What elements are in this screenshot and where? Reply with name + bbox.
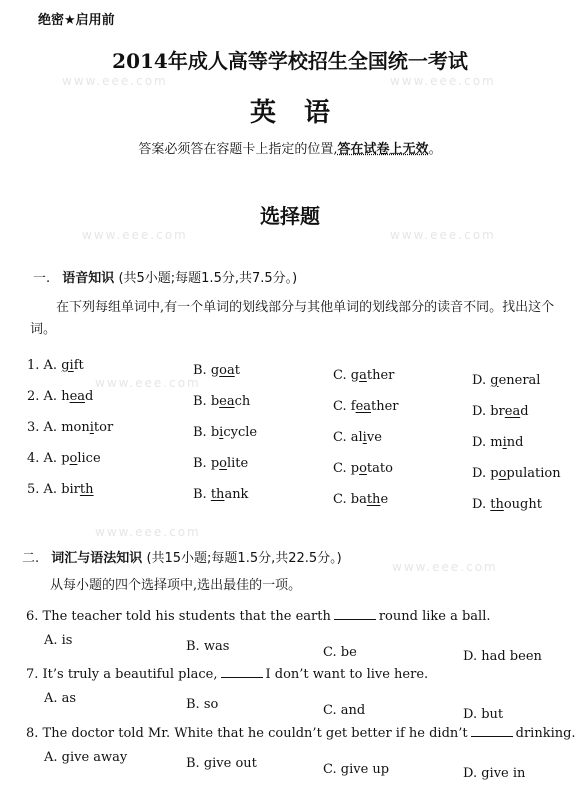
underlined-part: o <box>359 461 367 476</box>
question-text: 8. The doctor told Mr. White that he couldn’t get better if he didn’t <box>26 726 468 741</box>
option-label: C. <box>333 368 351 383</box>
answer-option: B. so <box>186 697 219 712</box>
option-label: D. <box>472 404 491 419</box>
option-word-part: nd <box>506 435 524 450</box>
option-label: 1. A. <box>27 358 62 373</box>
section1-heading <box>33 267 297 286</box>
section2-heading <box>22 547 342 566</box>
phonetic-option <box>27 420 113 435</box>
section2-detail: (共15小题;每题1.5分,共22.5分。) <box>146 551 342 566</box>
section1-title: 语音知识 <box>62 271 115 286</box>
option-label: 2. A. <box>27 389 62 404</box>
underlined-part: gi <box>61 358 74 373</box>
option-word-part: al <box>350 430 363 445</box>
option-word-part: ve <box>366 430 382 445</box>
option-label: C. <box>333 430 351 445</box>
option-label: D. <box>472 373 491 388</box>
phonetic-option <box>333 492 388 507</box>
answer-option: B. give out <box>186 756 257 771</box>
option-word-part: h <box>61 389 70 404</box>
watermark: www.eee.com <box>82 228 188 242</box>
option-label: D. <box>472 497 491 512</box>
option-label: B. <box>193 394 211 409</box>
phonetic-option <box>333 368 394 383</box>
question-stem <box>26 726 576 741</box>
answer-notice <box>0 138 580 157</box>
exam-title: 2014年成人高等学校招生全国统一考试 <box>112 49 468 73</box>
question-text: 6. The teacher told his students that the earth <box>26 609 331 624</box>
option-label: D. <box>472 466 491 481</box>
option-label: D. <box>472 435 491 450</box>
section1-number: 一. <box>33 271 51 286</box>
answer-option: A. give away <box>44 750 128 765</box>
option-word-part: t <box>234 363 240 378</box>
option-word-part: pulation <box>506 466 561 481</box>
option-word-part: d <box>520 404 529 419</box>
phonetic-option <box>333 430 382 445</box>
underlined-part: th <box>366 492 381 507</box>
option-word-part: lice <box>77 451 101 466</box>
option-label: B. <box>193 487 211 502</box>
option-word-part: ank <box>224 487 249 502</box>
option-word-part: g <box>350 368 360 383</box>
phonetic-option <box>472 404 529 419</box>
notice-end: 。 <box>428 142 442 157</box>
underlined-part: th <box>79 482 94 497</box>
watermark: www.eee.com <box>390 228 496 242</box>
underlined-part: th <box>490 497 504 512</box>
answer-option: C. and <box>323 703 366 718</box>
notice-emphasis: 答在试卷上无效 <box>337 142 429 157</box>
option-word-part: g <box>210 363 220 378</box>
phonetic-option <box>193 487 248 502</box>
underlined-part: i <box>219 425 224 440</box>
underlined-part: i <box>502 435 507 450</box>
option-word-part: mon <box>61 420 90 435</box>
option-word-part: ther <box>371 399 399 414</box>
answer-option: C. give up <box>323 762 390 777</box>
underlined-part: i <box>89 420 94 435</box>
option-label: B. <box>193 425 211 440</box>
option-word-part: eneral <box>498 373 541 388</box>
option-word-part: d <box>85 389 94 404</box>
underlined-part: o <box>69 451 78 466</box>
question-stem <box>26 609 491 624</box>
phonetic-option <box>333 461 393 476</box>
option-word-part: lite <box>226 456 249 471</box>
underlined-part: oa <box>219 363 235 378</box>
underlined-part: ea <box>69 389 86 404</box>
question-stem <box>26 667 428 682</box>
option-word-part: ther <box>366 368 395 383</box>
phonetic-option <box>472 435 523 450</box>
underlined-part: ea <box>504 404 521 419</box>
option-word-part: tor <box>93 420 114 435</box>
answer-blank <box>471 726 513 737</box>
phonetic-option <box>27 389 93 404</box>
option-word-part: b <box>210 394 220 409</box>
phonetic-option <box>472 466 561 481</box>
option-word-part: ba <box>350 492 367 507</box>
underlined-part: g <box>490 373 499 388</box>
option-label: 4. A. <box>27 451 62 466</box>
watermark: www.eee.com <box>392 560 498 574</box>
option-word-part: p <box>350 461 360 476</box>
section2-title: 词汇与语法知识 <box>51 551 143 566</box>
option-label: C. <box>333 399 351 414</box>
answer-option: B. was <box>186 639 230 654</box>
option-word-part: p <box>210 456 220 471</box>
watermark: www.eee.com <box>95 525 201 539</box>
option-word-part: tato <box>366 461 393 476</box>
notice-text: 答案必须答在容题卡上指定的位置, <box>138 142 338 157</box>
phonetic-option <box>27 358 84 373</box>
option-word-part: m <box>490 435 503 450</box>
section1-instruction: 在下列每组单词中,有一个单词的划线部分与其他单词的划线部分的读音不同。找出这个词。 <box>30 300 555 337</box>
answer-option: A. as <box>44 691 77 706</box>
question-text-end: I don’t want to live here. <box>265 667 429 682</box>
option-word-part: e <box>380 492 389 507</box>
section1-detail: (共5小题;每题1.5分,共7.5分。) <box>118 271 298 286</box>
part-title: 选择题 <box>260 204 320 228</box>
answer-option: C. be <box>323 645 357 660</box>
option-word-part: br <box>490 404 505 419</box>
classification-label: 绝密★启用前 <box>38 13 115 28</box>
underlined-part: i <box>362 430 367 445</box>
question-text: 7. It’s truly a beautiful place, <box>26 667 218 682</box>
answer-option: D. had been <box>463 649 542 664</box>
option-word-part: f <box>350 399 356 414</box>
option-word-part: ought <box>503 497 542 512</box>
question-text-end: drinking. <box>515 726 576 741</box>
option-word-part: cycle <box>223 425 258 440</box>
answer-blank <box>221 667 263 678</box>
watermark: www.eee.com <box>95 376 201 390</box>
section2-number: 二. <box>22 551 40 566</box>
option-word-part: bir <box>61 482 80 497</box>
underlined-part: th <box>210 487 225 502</box>
underlined-part: a <box>359 368 367 383</box>
option-word-part: b <box>210 425 220 440</box>
subject-title: 英语 <box>249 98 358 128</box>
answer-option: A. is <box>44 633 73 648</box>
option-label: B. <box>193 456 211 471</box>
phonetic-option <box>193 456 248 471</box>
answer-option: D. give in <box>463 766 526 781</box>
underlined-part: ea <box>219 394 235 409</box>
option-label: C. <box>333 492 351 507</box>
phonetic-option <box>333 399 399 414</box>
watermark: www.eee.com <box>390 74 496 88</box>
option-label: 5. A. <box>27 482 62 497</box>
phonetic-option <box>193 394 250 409</box>
phonetic-option <box>472 497 542 512</box>
option-label: B. <box>193 363 211 378</box>
question-text-end: round like a ball. <box>378 609 491 624</box>
option-label: C. <box>333 461 351 476</box>
option-word-part: ft <box>73 358 84 373</box>
option-word-part: ch <box>234 394 251 409</box>
underlined-part: ea <box>355 399 372 414</box>
option-label: 3. A. <box>27 420 62 435</box>
underlined-part: o <box>498 466 507 481</box>
phonetic-option <box>193 363 240 378</box>
phonetic-option <box>27 482 94 497</box>
watermark: www.eee.com <box>62 74 168 88</box>
phonetic-option <box>472 373 540 388</box>
underlined-part: o <box>219 456 227 471</box>
phonetic-option <box>27 451 101 466</box>
option-word-part: p <box>61 451 70 466</box>
answer-blank <box>334 609 376 620</box>
section2-instruction: 从每小题的四个选择项中,选出最佳的一项。 <box>50 578 302 593</box>
answer-option: D. but <box>463 707 504 722</box>
option-word-part: p <box>490 466 499 481</box>
phonetic-option <box>193 425 257 440</box>
